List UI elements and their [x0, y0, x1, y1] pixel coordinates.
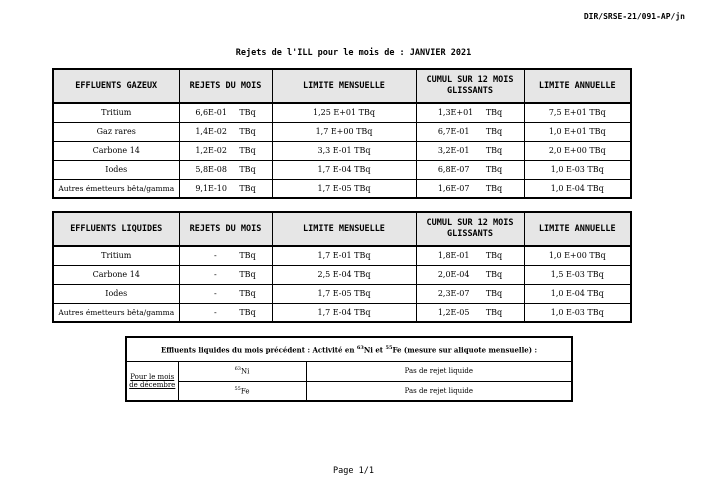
table-row: [53, 246, 631, 265]
annual-limit: 1,0 E+00 TBq: [524, 246, 631, 265]
effluent-name: Gaz rares: [53, 122, 179, 141]
column-header: EFFLUENTS LIQUIDES: [53, 212, 179, 246]
result-cell: Pas de rejet liquide: [306, 381, 572, 401]
rolling-cumul: 6,7E-01 TBq: [416, 122, 524, 141]
effluent-name: Carbone 14: [53, 141, 179, 160]
monthly-limit: 1,7 E-04 TBq: [272, 160, 416, 179]
monthly-limit: 1,25 E+01 TBq: [272, 103, 416, 122]
table-row: [53, 303, 631, 322]
rolling-cumul: 2,0E-04 TBq: [416, 265, 524, 284]
document-title: Rejets de l'ILL pour le mois de : JANVIER 2021: [235, 48, 472, 58]
column-header: REJETS DU MOIS: [179, 69, 272, 103]
monthly-release: 9,1E-10 TBq: [179, 179, 272, 198]
column-header: EFFLUENTS GAZEUX: [53, 69, 179, 103]
column-header: LIMITE ANNUELLE: [524, 212, 631, 246]
monthly-release: 6,6E-01 TBq: [179, 103, 272, 122]
table-row: [53, 284, 631, 303]
monthly-limit: 3,3 E-01 TBq: [272, 141, 416, 160]
table-row: [53, 122, 631, 141]
column-header: LIMITE MENSUELLE: [272, 212, 416, 246]
annual-limit: 1,0 E-03 TBq: [524, 160, 631, 179]
rolling-cumul: 1,6E-07 TBq: [416, 179, 524, 198]
column-header: LIMITE ANNUELLE: [524, 69, 631, 103]
effluent-name: Carbone 14: [53, 265, 179, 284]
monthly-limit: 1,7 E-05 TBq: [272, 284, 416, 303]
table-row: [53, 179, 631, 198]
rolling-cumul: 6,8E-07 TBq: [416, 160, 524, 179]
monthly-release: 1,2E-02 TBq: [179, 141, 272, 160]
monthly-release: - TBq: [179, 265, 272, 284]
isotope-cell: $^{63}$Ni: [178, 361, 306, 381]
column-header: CUMUL SUR 12 MOIS GLISSANTS: [416, 69, 524, 103]
isotope-cell: $^{55}$Fe: [178, 381, 306, 401]
annual-limit: 2,0 E+00 TBq: [524, 141, 631, 160]
annual-limit: 7,5 E+01 TBq: [524, 103, 631, 122]
rolling-cumul: 1,8E-01 TBq: [416, 246, 524, 265]
effluent-name: Autres émetteurs bêta/gamma: [53, 303, 179, 322]
rolling-cumul: 1,3E+01 TBq: [416, 103, 524, 122]
table-header-row: [53, 69, 631, 103]
monthly-limit: 1,7 E-05 TBq: [272, 179, 416, 198]
previous-month-caption: Effluents liquides du mois précédent : Activité en $^{63}$Ni et $^{55}$Fe (mesure sur aliquote mensuelle) :: [126, 337, 572, 361]
column-header: REJETS DU MOIS: [179, 212, 272, 246]
rolling-cumul: 2,3E-07 TBq: [416, 284, 524, 303]
table-row: [53, 141, 631, 160]
monthly-release: 1,4E-02 TBq: [179, 122, 272, 141]
monthly-limit: 1,7 E-04 TBq: [272, 303, 416, 322]
monthly-limit: 1,7 E+00 TBq: [272, 122, 416, 141]
annual-limit: 1,0 E-03 TBq: [524, 303, 631, 322]
liquid-effluents-table: [52, 211, 632, 323]
page-number: Page 1/1: [333, 466, 374, 476]
document-reference: DIR/SRSE-21/091-AP/jn: [583, 12, 685, 21]
effluent-name: Iodes: [53, 160, 179, 179]
table-row: [126, 361, 572, 381]
effluent-name: Tritium: [53, 103, 179, 122]
monthly-limit: 2,5 E-04 TBq: [272, 265, 416, 284]
annual-limit: 1,5 E-03 TBq: [524, 265, 631, 284]
table-row: [126, 381, 572, 401]
annual-limit: 1,0 E+01 TBq: [524, 122, 631, 141]
result-cell: Pas de rejet liquide: [306, 361, 572, 381]
table-row: [53, 160, 631, 179]
annual-limit: 1,0 E-04 TBq: [524, 284, 631, 303]
monthly-release: 5,8E-08 TBq: [179, 160, 272, 179]
gaseous-effluents-table: [52, 68, 632, 199]
column-header: LIMITE MENSUELLE: [272, 69, 416, 103]
rolling-cumul: 3,2E-01 TBq: [416, 141, 524, 160]
previous-month-table: [125, 336, 573, 402]
monthly-release: - TBq: [179, 246, 272, 265]
table-header-row: [53, 212, 631, 246]
table-row: [53, 265, 631, 284]
monthly-release: - TBq: [179, 284, 272, 303]
monthly-limit: 1,7 E-01 TBq: [272, 246, 416, 265]
annual-limit: 1,0 E-04 TBq: [524, 179, 631, 198]
effluent-name: Tritium: [53, 246, 179, 265]
effluent-name: Iodes: [53, 284, 179, 303]
month-label: Pour le mois de décembre: [126, 361, 178, 401]
table-header-row: [126, 337, 572, 361]
column-header: CUMUL SUR 12 MOIS GLISSANTS: [416, 212, 524, 246]
effluent-name: Autres émetteurs bêta/gamma: [53, 179, 179, 198]
monthly-release: - TBq: [179, 303, 272, 322]
table-row: [53, 103, 631, 122]
rolling-cumul: 1,2E-05 TBq: [416, 303, 524, 322]
